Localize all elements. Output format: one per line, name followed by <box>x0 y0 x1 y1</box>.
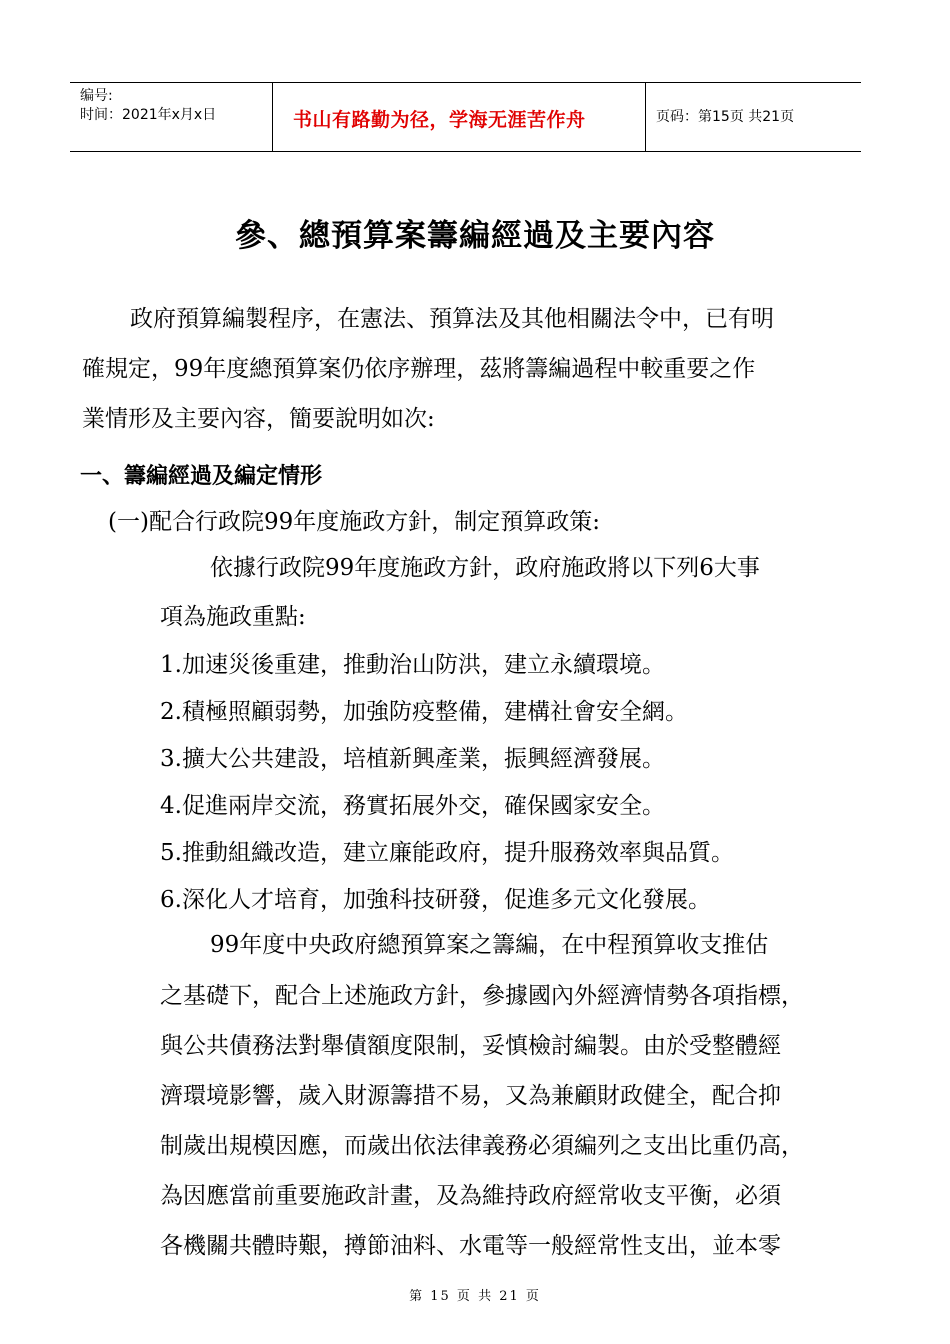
body-line: 濟環境影響，歲入財源籌措不易，又為兼顧財政健全，配合抑 <box>160 1083 781 1109</box>
body-line: 為因應當前重要施政計畫，及為維持政府經常收支平衡，必須 <box>160 1183 781 1209</box>
body-line: 與公共債務法對舉債額度限制，妥慎檢討編製。由於受整體經 <box>160 1033 781 1059</box>
body-line: 99年度中央政府總預算案之籌編，在中程預算收支推估 <box>210 932 769 958</box>
page-title: 參、總預算案籌編經過及主要內容 <box>235 218 715 254</box>
body-line: 制歲出規模因應，而歲出依法律義務必須編列之支出比重仍高， <box>160 1133 804 1159</box>
intro-line: 政府預算編製程序，在憲法、預算法及其他相關法令中，已有明 <box>130 306 774 332</box>
policy-line: 項為施政重點: <box>160 604 306 630</box>
document-number-label: 编号: <box>80 88 113 104</box>
priority-item: 5.推動組織改造，建立廉能政府，提升服務效率與品質。 <box>160 840 734 866</box>
section-heading: 一、籌編經過及編定情形 <box>80 464 323 489</box>
page-footer: 第 15 页 共 21 页 <box>409 1289 541 1304</box>
header-table <box>70 82 861 152</box>
priority-item: 4.促進兩岸交流，務實拓展外交，確保國家安全。 <box>160 793 665 819</box>
motto: 书山有路勤为径，学海无涯苦作舟 <box>293 109 586 131</box>
policy-line: 依據行政院99年度施政方針，政府施政將以下列6大事 <box>210 555 760 581</box>
priority-item: 6.深化人才培育，加強科技研發，促進多元文化發展。 <box>160 887 711 913</box>
intro-line: 確規定，99年度總預算案仍依序辦理，茲將籌編過程中較重要之作 <box>82 356 756 382</box>
page-info: 页码：第15页 共21页 <box>656 109 795 125</box>
body-line: 各機關共體時艱，撙節油料、水電等一般經常性支出，並本零 <box>160 1233 781 1259</box>
header-motto-cell <box>273 83 646 151</box>
priority-item: 1.加速災後重建，推動治山防洪，建立永續環境。 <box>160 652 665 678</box>
subsection-heading: (一)配合行政院99年度施政方針，制定預算政策: <box>108 509 600 535</box>
body-line: 之基礎下，配合上述施政方針，參據國內外經濟情勢各項指標， <box>160 983 804 1009</box>
header-info-cell <box>70 83 273 151</box>
intro-line: 業情形及主要內容，簡要說明如次: <box>82 406 435 432</box>
header-page-cell <box>646 83 861 151</box>
priority-item: 2.積極照顧弱勢，加強防疫整備，建構社會安全網。 <box>160 699 688 725</box>
document-time: 时间：2021年x月x日 <box>80 107 217 123</box>
priority-item: 3.擴大公共建設，培植新興產業，振興經濟發展。 <box>160 746 665 772</box>
